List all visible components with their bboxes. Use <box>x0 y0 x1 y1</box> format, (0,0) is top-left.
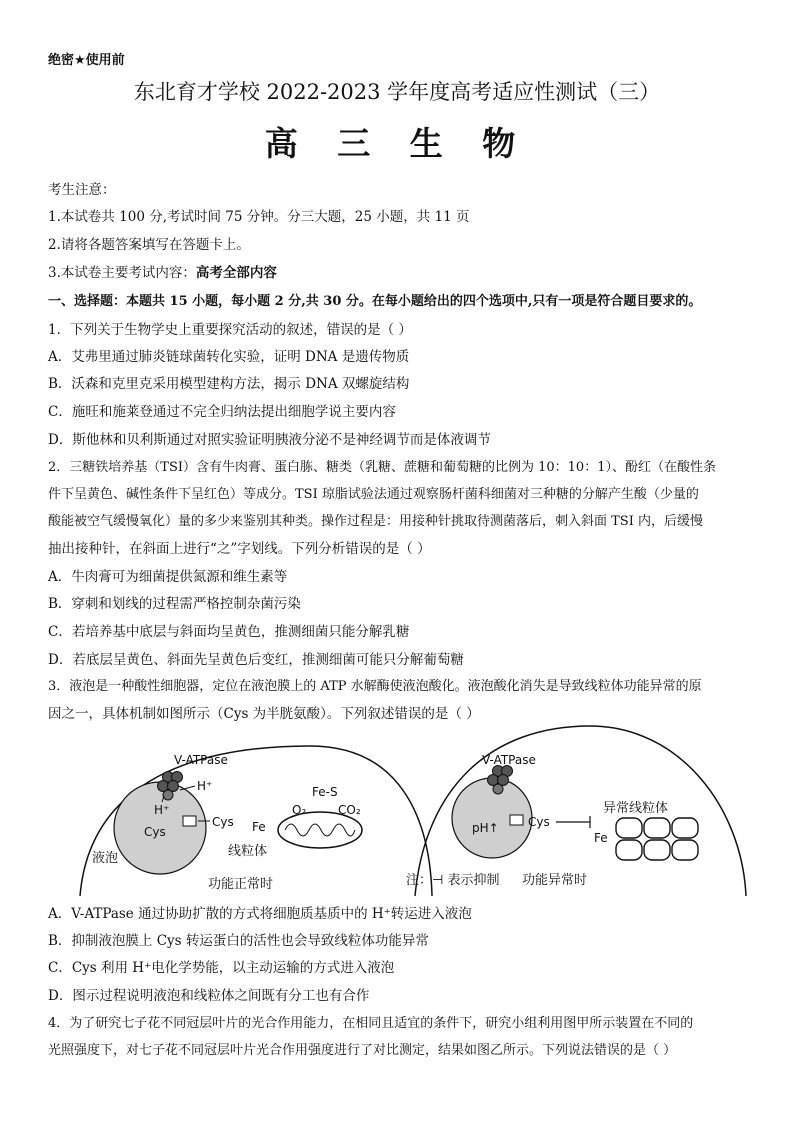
fe-label: Fe <box>594 831 608 845</box>
o2-label: O₂ <box>292 803 307 817</box>
cys-in-label: Cys <box>144 825 166 839</box>
option-c: C．Cys 利用 H⁺电化学势能，以主动运输的方式进入液泡 <box>48 960 395 976</box>
question-stem: 光照强度下，对七子花不同冠层叶片光合作用强度进行了对比测定，结果如图乙所示。下列说法错误的是（ ） <box>48 1043 677 1058</box>
question-stem: 因之一，具体机制如图所示（Cys 为半胱氨酸）。下列叙述错误的是（ ） <box>48 706 480 722</box>
vacuole-mitochondria-diagram <box>70 718 750 898</box>
option-c: C．若培养基中底层与斜面均呈黄色，推测细菌只能分解乳糖 <box>48 624 410 640</box>
mitochondrion-label: 线粒体 <box>228 844 268 859</box>
inhibit-symbol <box>556 816 590 828</box>
notice-item-content <box>48 261 277 281</box>
abnormal-caption: 功能异常时 <box>522 873 588 888</box>
cys-transporter-right <box>510 815 523 825</box>
option-d: D．若底层呈黄色、斜面先呈黄色后变红，推测细菌可能只分解葡萄糖 <box>48 652 464 668</box>
option-a: A．V-ATPase 通过协助扩散的方式将细胞质基质中的 H⁺转运进入液泡 <box>48 906 472 922</box>
section-heading: 一、选择题：本题共 15 小题，每小题 2 分,共 30 分。在每小题给出的四个选项中,只有一项是符合题目要求的。 <box>48 294 702 309</box>
ph-label: pH↑ <box>472 821 499 835</box>
notice-heading: 考生注意： <box>48 182 116 198</box>
inhibit-note: 注：⊣ 表示抑制 <box>406 873 500 888</box>
h-plus-in-label: H⁺ <box>154 803 170 817</box>
question-stem: 酸能被空气缓慢氧化）量的多少来鉴别其种类。操作过程是：用接种针挑取待测菌落后，刺入斜面 TSI 内，后缓慢 <box>48 514 703 529</box>
co2-label: CO₂ <box>338 803 361 817</box>
option-a: A．牛肉膏可为细菌提供氮源和维生素等 <box>48 569 288 585</box>
subject-title: 高 三 生 物 <box>264 124 530 163</box>
fes-label: Fe-S <box>312 785 338 799</box>
cys-label: Cys <box>528 815 550 829</box>
fe-label: Fe <box>252 820 266 834</box>
cys-out-label: Cys <box>212 815 234 829</box>
option-b: B．抑制液泡膜上 Cys 转运蛋白的活性也会导致线粒体功能异常 <box>48 933 429 949</box>
normal-caption: 功能正常时 <box>208 877 274 892</box>
notice-content-prefix: 3.本试卷主要考试内容： <box>48 265 196 281</box>
mitochondrion <box>278 812 362 848</box>
abnormal-mitochondria <box>616 818 698 860</box>
option-a: A．艾弗里通过肺炎链球菌转化实验，证明 DNA 是遗传物质 <box>48 349 410 365</box>
notice-item: 1.本试卷共 100 分,考试时间 75 分钟。分三大题，25 小题，共 11 页 <box>48 209 470 225</box>
notice-item: 2.请将各题答案填写在答题卡上。 <box>48 237 250 253</box>
question-stem: 2．三糖铁培养基（TSI）含有牛肉膏、蛋白胨、糖类（乳糖、蔗糖和葡萄糖的比例为 10：10：1）、酚红（在酸性条 <box>48 460 716 475</box>
option-b: B．沃森和克里克采用模型建构方法，揭示 DNA 双螺旋结构 <box>48 376 410 392</box>
cys-transporter-left <box>183 816 196 826</box>
option-d: D．图示过程说明液泡和线粒体之间既有分工也有合作 <box>48 988 370 1004</box>
abnormal-mito-label: 异常线粒体 <box>603 801 669 816</box>
option-d: D．斯他林和贝利斯通过对照实验证明胰液分泌不是神经调节而是体液调节 <box>48 432 491 448</box>
vacuole-label: 液泡 <box>92 851 119 866</box>
v-atpase-label: V-ATPase <box>174 753 228 767</box>
question-stem: 4．为了研究七子花不同冠层叶片的光合作用能力，在相同且适宜的条件下，研究小组利用图甲所示装置在不同的 <box>48 1016 694 1031</box>
notice-content-value: 高考全部内容 <box>195 265 277 281</box>
h-plus-out-label: H⁺ <box>197 779 213 793</box>
confidential-mark: 绝密★使用前 <box>48 53 125 68</box>
question-stem: 1．下列关于生物学史上重要探究活动的叙述，错误的是（ ） <box>48 322 412 338</box>
question-stem: 3．液泡是一种酸性细胞器，定位在液泡膜上的 ATP 水解酶使液泡酸化。液泡酸化消失是导致线粒体功能异常的原 <box>48 679 702 694</box>
exam-title: 东北育才学校 2022-2023 学年度高考适应性测试（三） <box>133 80 661 104</box>
question-stem: 抽出接种针，在斜面上进行“之”字划线。下列分析错误的是（ ） <box>48 541 431 557</box>
option-b: B．穿刺和划线的过程需严格控制杂菌污染 <box>48 596 301 612</box>
v-atpase-label: V-ATPase <box>482 753 536 767</box>
option-c: C．施旺和施莱登通过不完全归纳法提出细胞学说主要内容 <box>48 404 396 420</box>
question-stem: 件下呈黄色、碱性条件下呈红色）等成分。TSI 琼脂试验法通过观察肠杆菌科细菌对三种糖的分解产生酸（少量的 <box>48 487 699 502</box>
